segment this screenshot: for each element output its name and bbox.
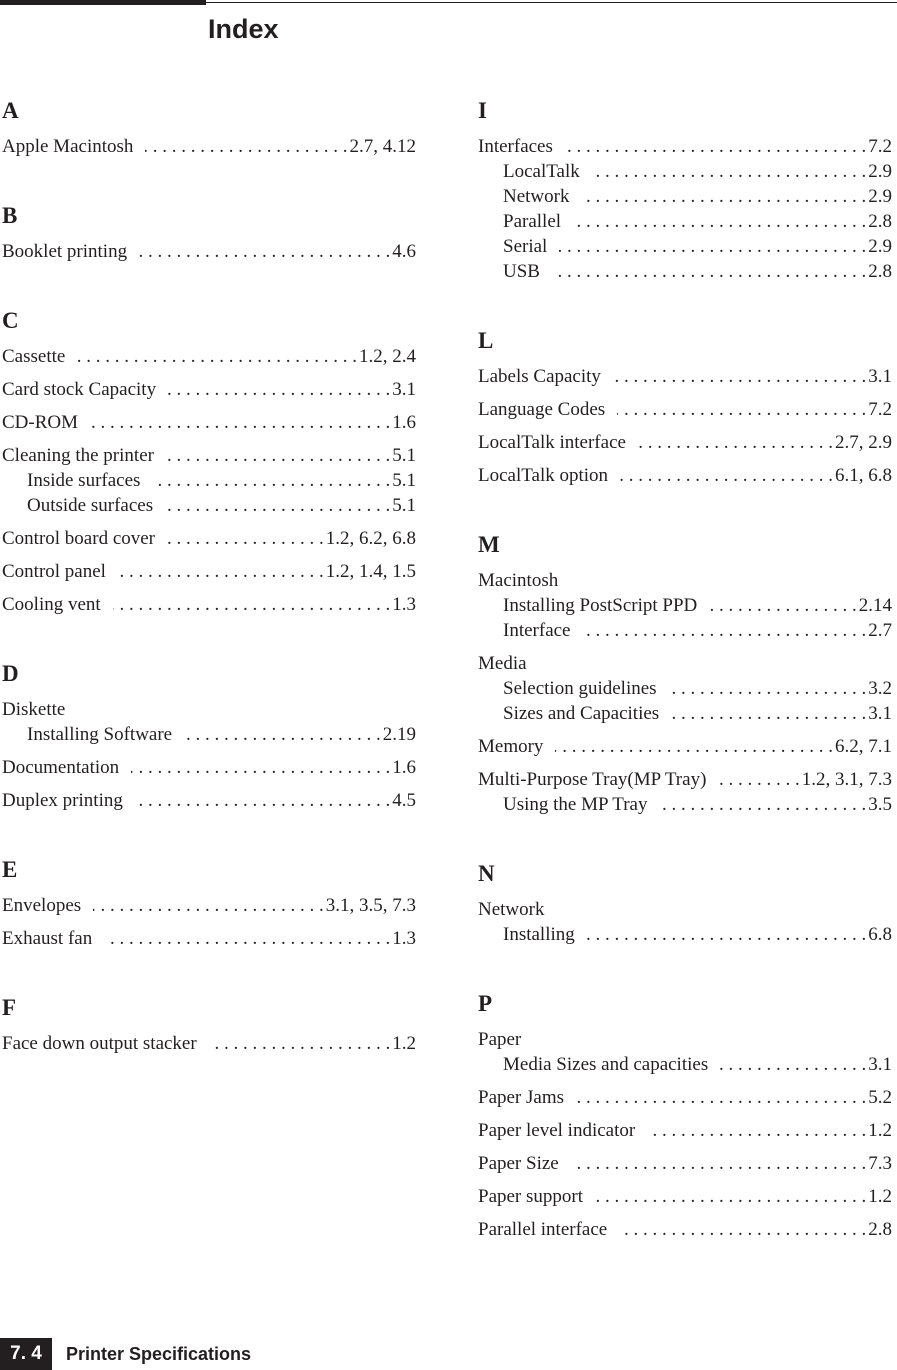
index-entry <box>478 1118 892 1143</box>
index-entry <box>478 1217 892 1242</box>
entry-term: Network <box>503 186 570 207</box>
entry-term: Control panel <box>2 561 106 582</box>
entry-term: Sizes and Capacities <box>503 703 660 724</box>
entry-page-refs: 2.7, 4.12 <box>349 136 416 157</box>
entry-term: USB <box>503 261 540 282</box>
entry-term: Using the MP Tray <box>503 794 648 815</box>
entry-page-refs: 1.2, 1.4, 1.5 <box>325 561 416 582</box>
index-column-left <box>2 96 416 1098</box>
section-letter-heading: I <box>478 98 487 123</box>
dot-leader <box>166 443 390 468</box>
entry-term: Memory <box>478 736 544 757</box>
dot-leader <box>131 755 390 780</box>
entry-term: Selection guidelines <box>503 678 657 699</box>
entry-term: Installing <box>503 924 575 945</box>
dot-leader <box>595 1184 866 1209</box>
entry-term: Control board cover <box>2 528 156 549</box>
entry-term: Labels Capacity <box>478 366 601 387</box>
index-entry <box>478 897 892 922</box>
index-entry <box>478 397 892 422</box>
entry-page-refs: 5.1 <box>392 445 416 466</box>
index-entry <box>478 767 892 792</box>
index-section <box>478 530 892 817</box>
index-entry <box>478 651 892 676</box>
index-subentry <box>478 922 892 947</box>
index-subentry <box>478 259 892 284</box>
footer-section-title: Printer Specifications <box>66 1344 252 1364</box>
dot-leader <box>583 618 867 643</box>
entry-page-refs: 3.5 <box>868 794 892 815</box>
dot-leader <box>592 159 867 184</box>
index-subentry <box>478 159 892 184</box>
index-entry <box>2 755 416 780</box>
entry-term: LocalTalk interface <box>478 432 626 453</box>
index-entry <box>2 526 416 551</box>
index-entry <box>478 463 892 488</box>
entry-term: Parallel <box>503 211 562 232</box>
index-subentry <box>478 701 892 726</box>
entry-page-refs: 1.6 <box>392 757 416 778</box>
index-section <box>478 989 892 1242</box>
entry-term: Paper Jams <box>478 1087 565 1108</box>
index-entry <box>2 410 416 435</box>
entry-page-refs: 3.1 <box>868 1054 892 1075</box>
entry-term: Outside surfaces <box>27 495 154 516</box>
dot-leader <box>139 239 390 264</box>
entry-page-refs: 3.2 <box>868 678 892 699</box>
index-section <box>2 659 416 813</box>
entry-page-refs: 5.1 <box>392 470 416 491</box>
entry-page-refs: 4.5 <box>392 790 416 811</box>
dot-leader <box>145 134 347 159</box>
entry-page-refs: 1.6 <box>392 412 416 433</box>
entry-page-refs: 6.2, 7.1 <box>835 736 892 757</box>
index-entry <box>2 1031 416 1056</box>
entry-term: Face down output stacker <box>2 1033 197 1054</box>
section-letter-heading: M <box>478 532 500 557</box>
entry-page-refs: 2.9 <box>868 236 892 257</box>
index-entry <box>2 344 416 369</box>
dot-leader <box>718 767 799 792</box>
index-section <box>478 96 892 284</box>
entry-term: Apple Macintosh <box>2 136 134 157</box>
dot-leader <box>669 676 867 701</box>
entry-term: Interface <box>503 620 571 641</box>
entry-term: Parallel interface <box>478 1219 608 1240</box>
entry-page-refs: 4.6 <box>392 241 416 262</box>
dot-leader <box>77 344 357 369</box>
dot-leader <box>113 592 391 617</box>
entry-term: Paper <box>478 1029 522 1050</box>
index-entry <box>2 788 416 813</box>
entry-term: Card stock Capacity <box>2 379 157 400</box>
entry-term: Serial <box>503 236 548 257</box>
section-letter-heading: L <box>478 328 494 353</box>
section-letter-heading: F <box>2 995 17 1020</box>
entry-page-refs: 7.2 <box>868 136 892 157</box>
index-subentry <box>2 468 416 493</box>
entry-page-refs: 1.2 <box>392 1033 416 1054</box>
index-entry <box>478 1085 892 1110</box>
entry-page-refs: 2.9 <box>868 186 892 207</box>
dot-leader <box>90 410 390 435</box>
index-entry <box>2 377 416 402</box>
entry-term: Booklet printing <box>2 241 128 262</box>
dot-leader <box>576 1085 866 1110</box>
dot-leader <box>565 134 866 159</box>
dot-leader <box>617 397 866 422</box>
entry-term: Media <box>478 653 527 674</box>
dot-leader <box>709 593 857 618</box>
entry-page-refs: 1.3 <box>392 928 416 949</box>
index-entry <box>478 430 892 455</box>
entry-term: Cleaning the printer <box>2 445 154 466</box>
dot-leader <box>671 701 866 726</box>
dot-leader <box>165 493 390 518</box>
entry-term: Envelopes <box>2 895 82 916</box>
entry-page-refs: 1.2, 3.1, 7.3 <box>801 769 892 790</box>
dot-leader <box>135 788 390 813</box>
entry-term: LocalTalk option <box>478 465 609 486</box>
index-entry <box>478 568 892 593</box>
dot-leader <box>571 1151 867 1176</box>
entry-term: LocalTalk <box>503 161 580 182</box>
entry-page-refs: 7.2 <box>868 399 892 420</box>
entry-page-refs: 1.2, 2.4 <box>359 346 416 367</box>
dot-leader <box>659 792 866 817</box>
entry-page-refs: 6.8 <box>868 924 892 945</box>
entry-page-refs: 2.8 <box>868 211 892 232</box>
index-entry <box>478 134 892 159</box>
index-subentry <box>478 593 892 618</box>
section-letter-heading: C <box>2 308 19 333</box>
index-subentry <box>478 184 892 209</box>
page-number-badge: 7. 4 <box>0 1338 52 1370</box>
section-letter-heading: E <box>2 857 18 882</box>
dot-leader <box>581 184 866 209</box>
index-subentry <box>478 618 892 643</box>
entry-term: Inside surfaces <box>27 470 141 491</box>
entry-term: Paper Size <box>478 1153 559 1174</box>
section-letter-heading: A <box>2 98 19 123</box>
entry-term: Media Sizes and capacities <box>503 1054 709 1075</box>
section-letter-heading: N <box>478 861 495 886</box>
index-subentry <box>2 493 416 518</box>
entry-term: Cooling vent <box>2 594 101 615</box>
entry-page-refs: 1.2 <box>868 1120 892 1141</box>
dot-leader <box>118 559 324 584</box>
dot-leader <box>209 1031 391 1056</box>
entry-page-refs: 2.7 <box>868 620 892 641</box>
entry-page-refs: 1.2, 6.2, 6.8 <box>325 528 416 549</box>
dot-leader <box>93 893 324 918</box>
entry-page-refs: 1.2 <box>868 1186 892 1207</box>
header-rule-thin <box>206 2 897 3</box>
section-letter-heading: D <box>2 661 19 686</box>
entry-page-refs: 5.2 <box>868 1087 892 1108</box>
entry-term: Exhaust fan <box>2 928 93 949</box>
index-subentry <box>2 722 416 747</box>
dot-leader <box>638 430 833 455</box>
entry-page-refs: 5.1 <box>392 495 416 516</box>
entry-page-refs: 3.1, 3.5, 7.3 <box>325 895 416 916</box>
entry-page-refs: 2.8 <box>868 1219 892 1240</box>
dot-leader <box>168 377 390 402</box>
index-section <box>478 326 892 488</box>
dot-leader <box>152 468 390 493</box>
entry-page-refs: 3.1 <box>868 703 892 724</box>
entry-term: Cassette <box>2 346 66 367</box>
entry-term: Duplex printing <box>2 790 123 811</box>
dot-leader <box>559 234 866 259</box>
dot-leader <box>184 722 381 747</box>
index-entry <box>2 926 416 951</box>
index-entry <box>478 1027 892 1052</box>
entry-term: Documentation <box>2 757 120 778</box>
entry-term: Multi-Purpose Tray(MP Tray) <box>478 769 707 790</box>
entry-term: Installing PostScript PPD <box>503 595 698 616</box>
entry-page-refs: 1.3 <box>392 594 416 615</box>
entry-page-refs: 2.8 <box>868 261 892 282</box>
dot-leader <box>619 1217 866 1242</box>
entry-page-refs: 3.1 <box>868 366 892 387</box>
index-subentry <box>478 1052 892 1077</box>
index-section <box>2 306 416 617</box>
index-entry <box>2 134 416 159</box>
index-subentry <box>478 234 892 259</box>
index-subentry <box>478 676 892 701</box>
index-entry <box>478 734 892 759</box>
entry-page-refs: 2.7, 2.9 <box>835 432 892 453</box>
dot-leader <box>104 926 390 951</box>
dot-leader <box>552 259 866 284</box>
index-entry <box>2 697 416 722</box>
dot-leader <box>555 734 833 759</box>
index-entry <box>2 443 416 468</box>
page-title: Index <box>208 14 279 44</box>
dot-leader <box>167 526 324 551</box>
entry-term: Macintosh <box>478 570 559 591</box>
dot-leader <box>587 922 866 947</box>
index-subentry <box>478 209 892 234</box>
header-rule-thick <box>0 0 206 5</box>
entry-term: Installing Software <box>27 724 173 745</box>
index-entry <box>478 364 892 389</box>
index-column-right <box>478 96 892 1284</box>
section-letter-heading: P <box>478 991 493 1016</box>
index-entry <box>2 592 416 617</box>
entry-page-refs: 2.19 <box>382 724 416 745</box>
entry-term: Interfaces <box>478 136 553 157</box>
entry-page-refs: 2.14 <box>858 595 892 616</box>
entry-term: Language Codes <box>478 399 606 420</box>
index-section <box>2 96 416 159</box>
index-section <box>2 855 416 951</box>
index-section <box>2 993 416 1056</box>
index-entry <box>2 239 416 264</box>
index-entry <box>478 1151 892 1176</box>
entry-term: CD-ROM <box>2 412 79 433</box>
entry-page-refs: 6.1, 6.8 <box>835 465 892 486</box>
entry-term: Paper level indicator <box>478 1120 636 1141</box>
dot-leader <box>620 463 833 488</box>
dot-leader <box>573 209 866 234</box>
index-section <box>478 859 892 947</box>
entry-term: Paper support <box>478 1186 584 1207</box>
entry-term: Network <box>478 899 545 920</box>
entry-page-refs: 7.3 <box>868 1153 892 1174</box>
entry-term: Diskette <box>2 699 66 720</box>
index-entry <box>2 893 416 918</box>
dot-leader <box>613 364 866 389</box>
entry-page-refs: 3.1 <box>392 379 416 400</box>
index-entry <box>478 1184 892 1209</box>
index-entry <box>2 559 416 584</box>
dot-leader <box>647 1118 866 1143</box>
dot-leader <box>720 1052 866 1077</box>
section-letter-heading: B <box>2 203 18 228</box>
index-subentry <box>478 792 892 817</box>
entry-page-refs: 2.9 <box>868 161 892 182</box>
index-section <box>2 201 416 264</box>
